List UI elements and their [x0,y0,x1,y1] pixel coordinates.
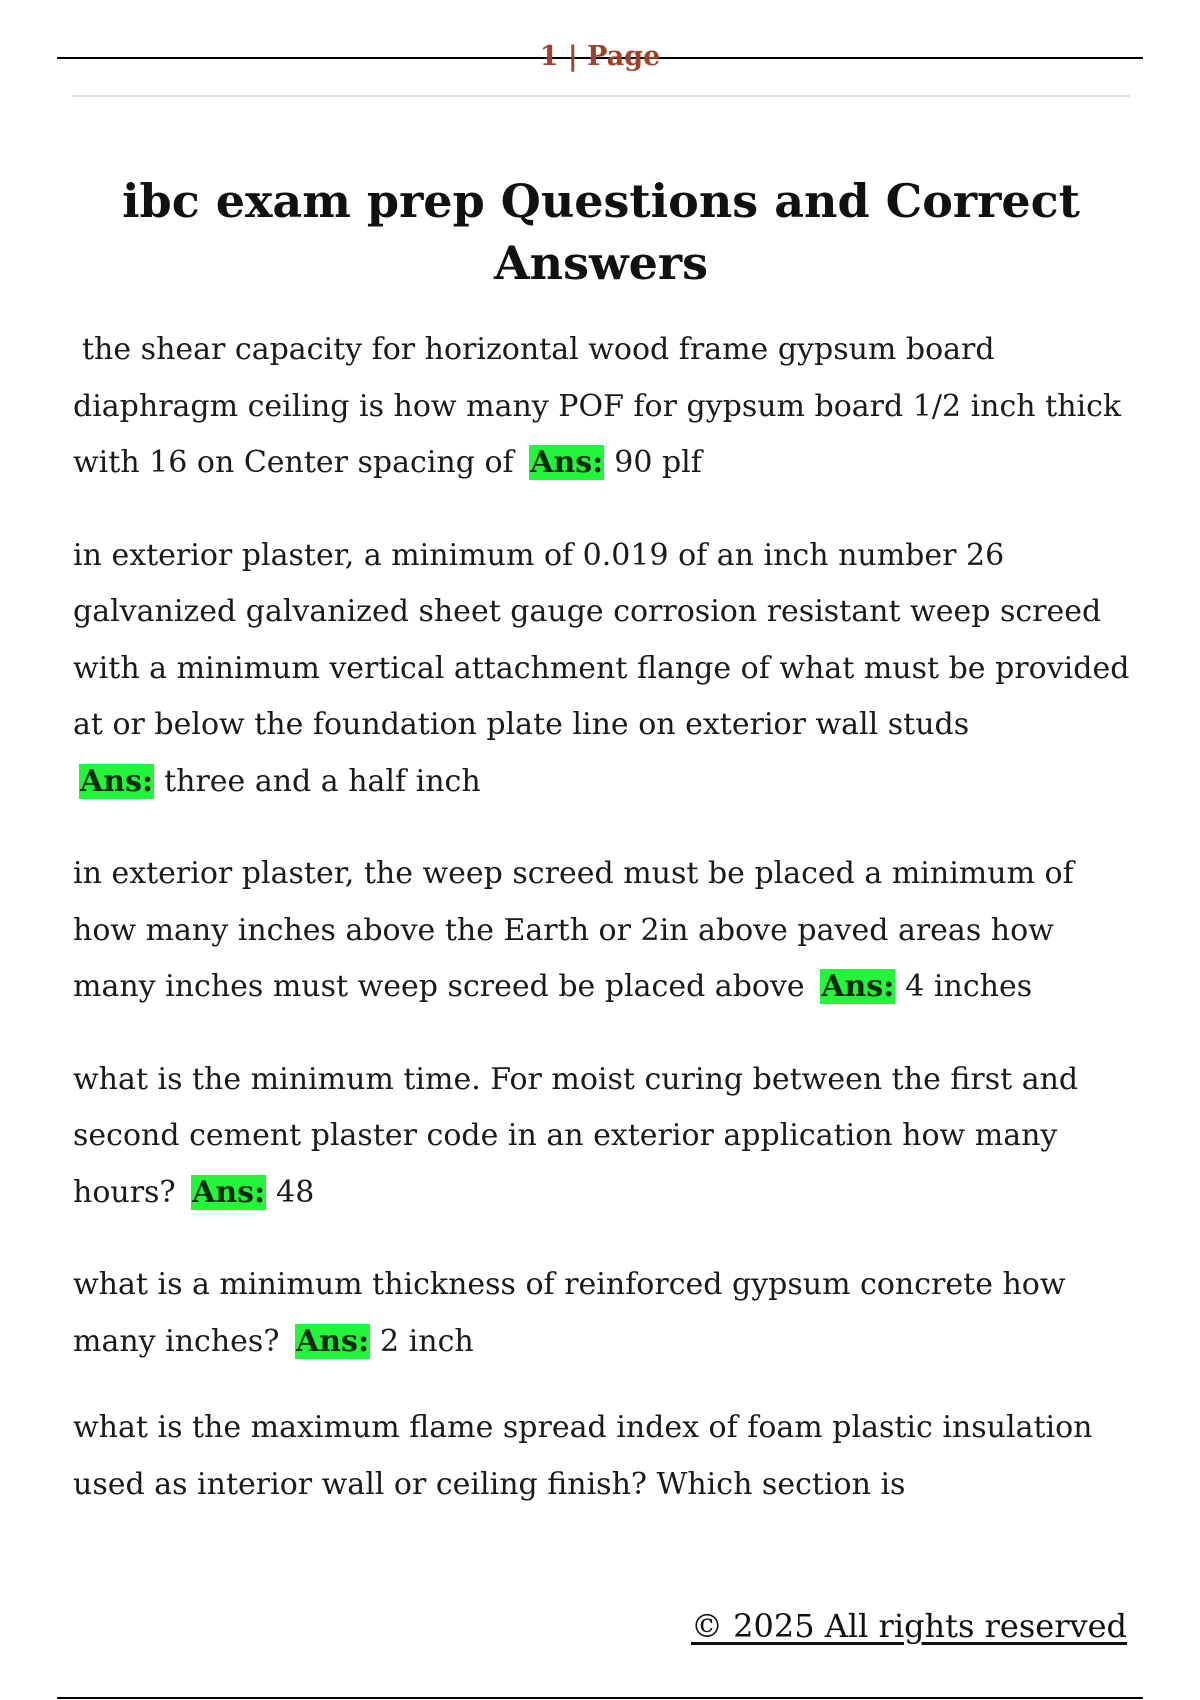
answer-text: 4 inches [905,969,1033,1004]
page-header [57,38,1143,78]
document-title: ibc exam prep Questions and Correct Answers [122,174,1080,290]
copyright-footer: © 2025 All rights reserved [691,1607,1127,1645]
header-divider [72,95,1130,97]
answer-label: Ans: [80,763,154,799]
answer-label: Ans: [530,445,604,480]
question-text: the shear capacity for horizontal wood frame gypsum board diaphragm ceiling is how many POF for gypsum board 1/2 inch thick with 16 on Center spacing of [73,332,1122,480]
question-text: what is the minimum time. For moist curing between the first and second cement plaster code in an exterior application how many hours? [73,1061,1079,1210]
qa-item [73,1257,1133,1370]
answer-text: 48 [276,1174,315,1210]
qa-list [73,322,1133,1549]
answer-label: Ans: [295,1323,370,1359]
question-text: in exterior plaster, the weep screed must be placed a minimum of how many inches above the Earth or 2in above paved areas how many inches must weep screed be placed above [73,856,1074,1004]
question-text: what is a minimum thickness of reinforced gypsum concrete how many inches? [73,1267,1066,1359]
answer-text: three and a half inch [164,763,481,799]
qa-item [73,1052,1133,1222]
qa-item [73,322,1133,492]
question-text: in exterior plaster, a minimum of 0.019 of an inch number 26 galvanized galvanized sheet gauge corrosion resistant weep screed with a minimum vertical attachment flange of what must be provided at or below the foundation plate line on exterior wall studs [73,537,1130,742]
answer-text: 2 inch [380,1323,474,1359]
qa-item [73,528,1133,811]
qa-item [73,846,1133,1016]
question-text: what is the maximum flame spread index of foam plastic insulation used as interior wall or ceiling finish? Which section is [73,1410,1093,1502]
answer-label: Ans: [192,1174,266,1210]
footer-rule [57,1697,1143,1699]
qa-item [73,1400,1133,1513]
answer-label: Ans: [821,969,895,1004]
answer-text: 90 plf [614,445,702,480]
page-number: 1 | Page [539,41,661,72]
